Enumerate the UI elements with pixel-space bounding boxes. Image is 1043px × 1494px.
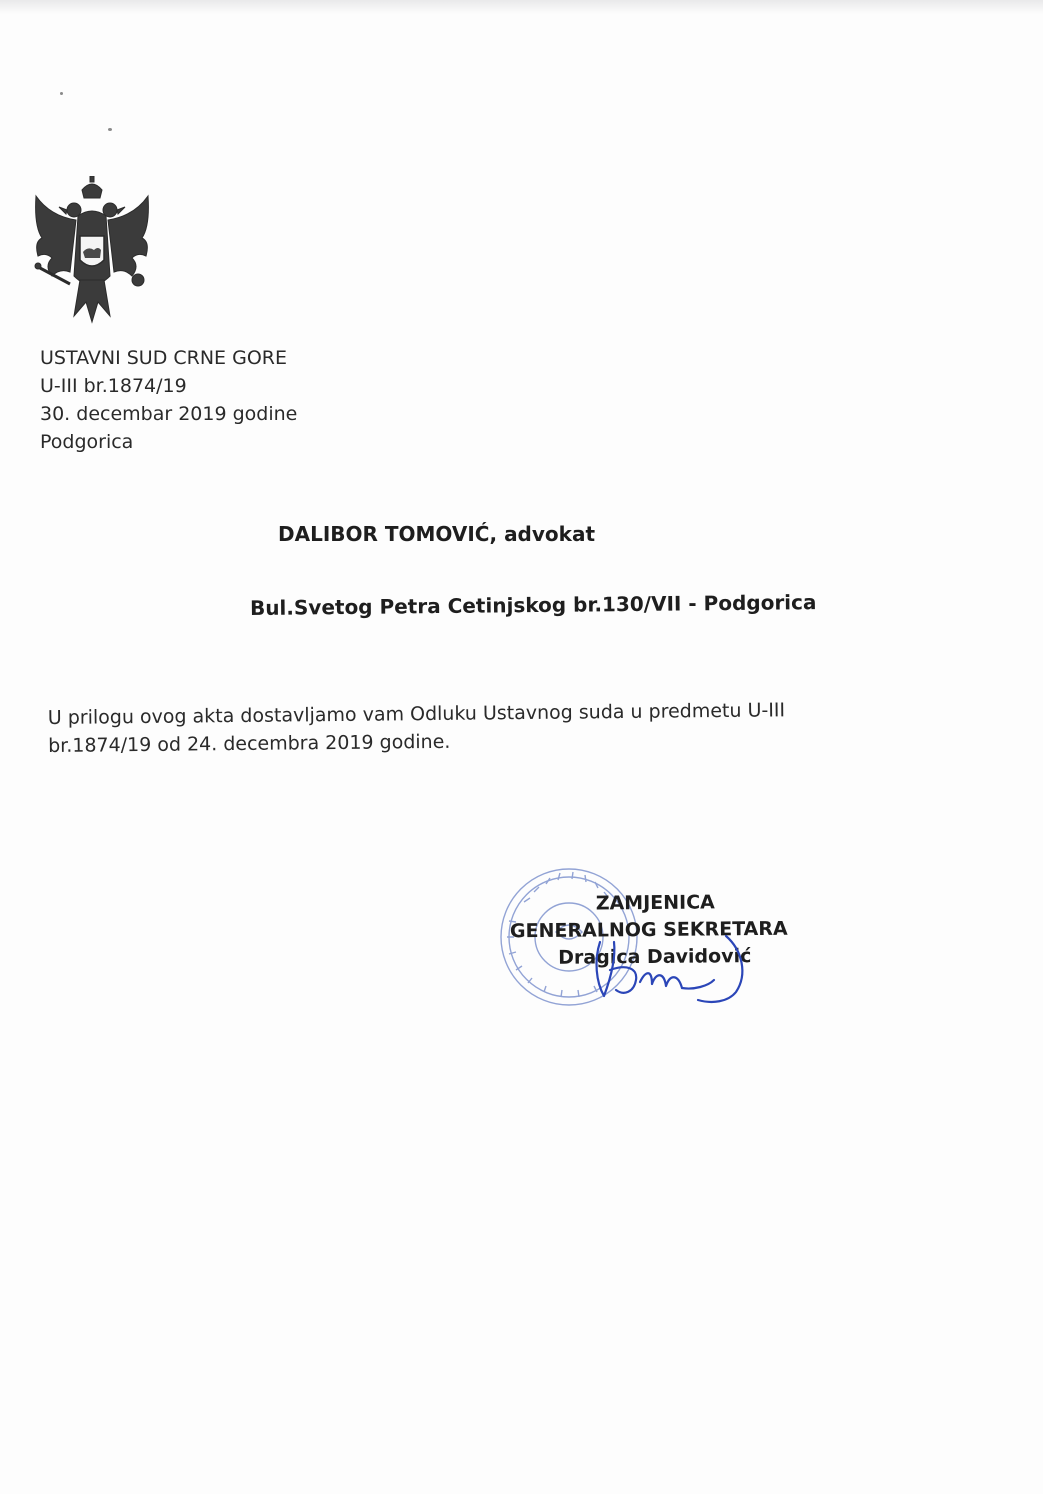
recipient-address: Bul.Svetog Petra Cetinjskog br.130/VII - Podgorica	[249, 590, 817, 620]
recipient-line	[278, 522, 595, 546]
scan-speck	[108, 128, 112, 131]
institution-name: USTAVNI SUD CRNE GORE	[40, 347, 287, 369]
signatory-title-line-1: ZAMJENICA	[595, 891, 715, 915]
signatory-name: Dragica Davidović	[558, 945, 752, 969]
coat-of-arms-icon	[30, 176, 154, 324]
recipient-name: DALIBOR TOMOVIĆ,	[278, 522, 498, 546]
letter-body: U prilogu ovog akta dostavljamo vam Odluku Ustavnog suda u predmetu U-III br.1874/19 od 24. decembra 2019 godine.	[47, 699, 786, 757]
sender-city: Podgorica	[40, 431, 134, 453]
scan-top-shadow	[0, 0, 1043, 14]
signatory-title-line-2: GENERALNOG SEKRETARA	[509, 917, 788, 943]
handwritten-signature-icon	[586, 930, 766, 1010]
sender-header	[40, 344, 297, 456]
letter-date: 30. decembar 2019 godine	[40, 403, 298, 425]
reference-number: U-III br.1874/19	[40, 375, 187, 397]
scan-speck	[60, 92, 63, 95]
recipient-role: advokat	[504, 522, 596, 546]
